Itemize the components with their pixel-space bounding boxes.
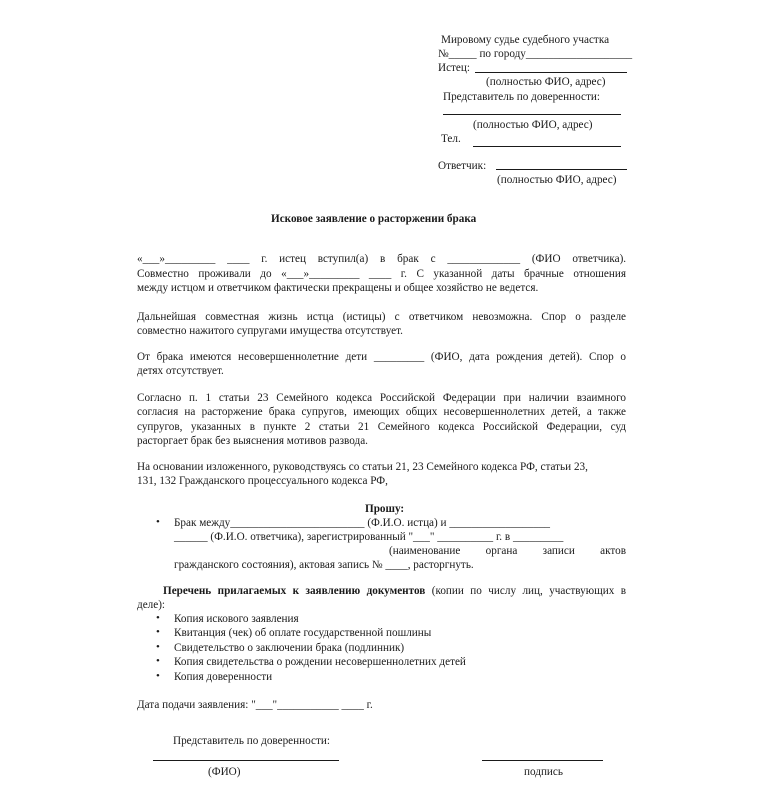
- para3-line2: детях отсутствует.: [137, 365, 224, 377]
- para1-line3: между истцом и ответчиком фактически прекращены и общее хозяйство не ведется.: [137, 282, 539, 294]
- list-bullet: •: [156, 655, 160, 667]
- request-line3: (наименование органа записи актов: [389, 545, 627, 557]
- para5-line2: 131, 132 Гражданского процессуального кодекса РФ,: [137, 475, 388, 487]
- header-plaintiff-label: Истец:: [438, 62, 470, 74]
- representative-field-line: [443, 114, 621, 115]
- request-line1: Брак между________________________ (Ф.И.О. истца) и __________________: [174, 517, 551, 529]
- tel-field-line: [473, 146, 621, 147]
- signature-representative-label: Представитель по доверенности:: [173, 735, 330, 747]
- list-item: Копия свидетельства о рождении несовершеннолетних детей: [174, 656, 466, 668]
- para4-line2: согласия на расторжение брака супругов, имеющих общих несовершеннолетних детей, а также: [137, 406, 626, 418]
- header-plaintiff-hint: (полностью ФИО, адрес): [486, 76, 606, 88]
- attachments-heading-line2: деле):: [137, 599, 166, 611]
- request-heading: Прошу:: [365, 503, 405, 515]
- attachments-heading: Перечень прилагаемых к заявлению документов (копии по числу лиц, участвующих в: [163, 585, 626, 597]
- list-item: Копия искового заявления: [174, 613, 299, 625]
- para4-line1: Согласно п. 1 статьи 23 Семейного кодекса Российской Федерации при наличии взаимного: [137, 392, 626, 404]
- plaintiff-field-line: [475, 72, 627, 73]
- header-defendant-hint: (полностью ФИО, адрес): [497, 174, 617, 186]
- para2-line2: совместно нажитого супругами имущества отсутствует.: [137, 325, 403, 337]
- para4-line3: супругов, указанных в пункте 2 статьи 21 Семейного кодекса Российской Федерации, суд: [137, 421, 626, 433]
- header-defendant-label: Ответчик:: [438, 160, 487, 172]
- request-line4: гражданского состояния), актовая запись № ____, расторгнуть.: [174, 559, 474, 571]
- para3-line1: От брака имеются несовершеннолетние дети _________ (ФИО, дата рождения детей). Спор о: [137, 351, 626, 363]
- para2-line1: Дальнейшая совместная жизнь истца (истицы) с ответчиком невозможна. Спор о разделе: [137, 311, 626, 323]
- request-line2: ______ (Ф.И.О. ответчика), зарегистрированный "___" __________ г. в _________: [174, 531, 564, 543]
- sign-signature-line: [482, 760, 603, 761]
- request-bullet: •: [156, 516, 160, 528]
- para1-line1: «___»_________ ____ г. истец вступил(а) в брак с _____________ (ФИО ответчика).: [137, 253, 627, 265]
- list-bullet: •: [156, 641, 160, 653]
- signature-fio-hint: (ФИО): [208, 766, 241, 778]
- defendant-field-line: [496, 169, 627, 170]
- header-to-judge: Мировому судье судебного участка: [441, 34, 610, 46]
- header-court-number: №_____ по городу___________________: [438, 48, 633, 60]
- list-item: Квитанция (чек) об оплате государственной пошлины: [174, 627, 432, 639]
- header-representative-label: Представитель по доверенности:: [443, 91, 600, 103]
- list-bullet: •: [156, 612, 160, 624]
- filing-date-line: Дата подачи заявления: "___"___________ ____ г.: [137, 699, 373, 711]
- list-bullet: •: [156, 626, 160, 638]
- para1-line2: Совместно проживали до «___»_________ ____ г. С указанной даты брачные отношения: [137, 268, 626, 280]
- document-title: Исковое заявление о расторжении брака: [271, 213, 477, 225]
- list-item: Свидетельство о заключении брака (подлинник): [174, 642, 405, 654]
- para5-line1: На основании изложенного, руководствуясь со статьи 21, 23 Семейного кодекса РФ, статьи 23,: [137, 461, 588, 473]
- list-item: Копия доверенности: [174, 671, 273, 683]
- signature-sign-hint: подпись: [524, 766, 563, 778]
- fio-signature-line: [153, 760, 339, 761]
- para4-line4: расторгает брак без выяснения мотивов развода.: [137, 435, 368, 447]
- header-tel-label: Тел.: [441, 133, 461, 145]
- header-representative-hint: (полностью ФИО, адрес): [473, 119, 593, 131]
- list-bullet: •: [156, 670, 160, 682]
